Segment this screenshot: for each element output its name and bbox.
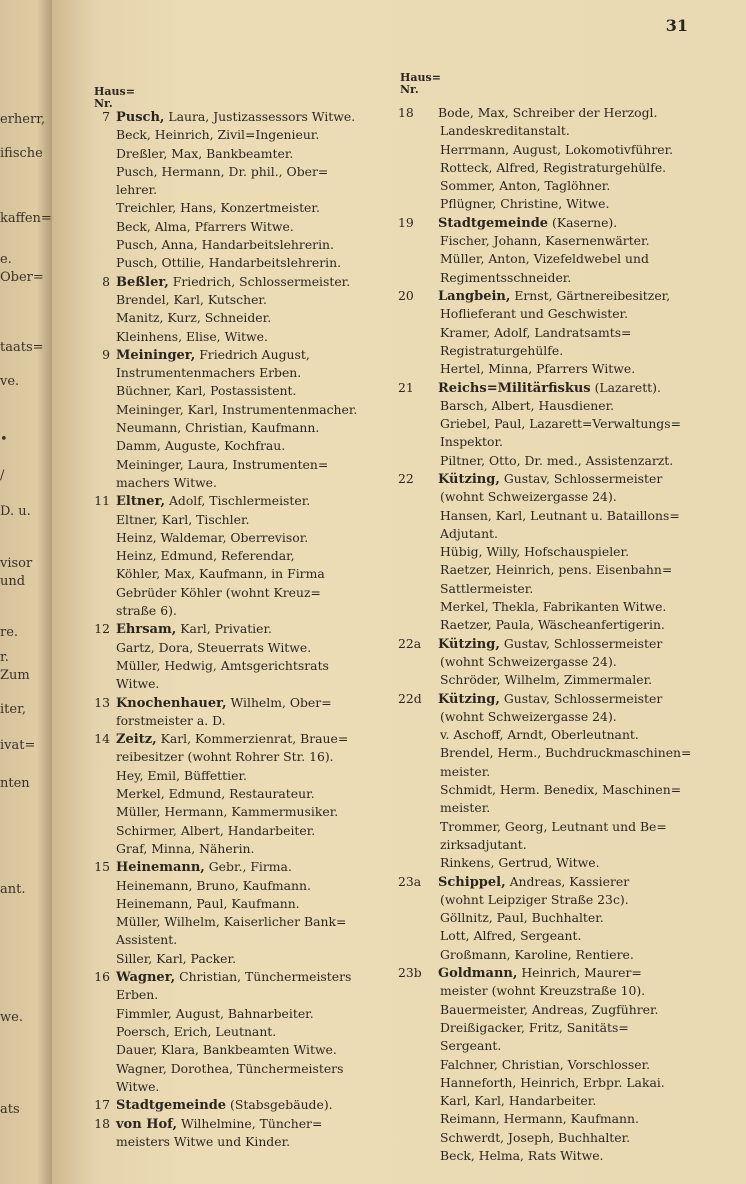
resident-line: Gartz, Dora, Steuerrats Witwe.: [116, 639, 312, 655]
owner-name: Wagner,: [116, 970, 176, 986]
entry-text: Wilhelm, Ober=: [230, 694, 332, 710]
house-entry: [398, 635, 740, 690]
house-entry: [86, 273, 396, 346]
resident-line: meister.: [440, 800, 491, 816]
previous-page-edge: [0, 0, 52, 1184]
owner-name: Ehrsam,: [116, 622, 177, 638]
resident-line: Wagner, Dorothea, Tünchermeisters: [116, 1060, 344, 1076]
house-entry: [86, 730, 396, 858]
resident-line: (wohnt Schweizergasse 24).: [440, 708, 617, 724]
resident-line: Merkel, Thekla, Fabrikanten Witwe.: [440, 599, 667, 615]
house-entry: [398, 470, 740, 635]
house-number: 14: [94, 731, 110, 747]
resident-line: meister.: [440, 763, 491, 779]
header-line: Nr.: [400, 83, 419, 96]
resident-line: Schwerdt, Joseph, Buchhalter.: [440, 1129, 631, 1145]
entry-text: Bode, Max, Schreiber der Herzogl.: [438, 105, 658, 120]
owner-name: Stadtgemeinde: [438, 215, 549, 231]
entry-text: Christian, Tünchermeisters: [179, 969, 352, 985]
house-number: 11: [94, 493, 110, 509]
directory-page: [52, 0, 746, 1184]
resident-line: Pusch, Hermann, Dr. phil., Ober=: [116, 163, 329, 179]
house-number-header: [400, 72, 441, 96]
entry-text: Laura, Justizassessors Witwe.: [168, 109, 356, 124]
house-number: 22: [398, 471, 414, 486]
prev-fragment: kaffen=: [0, 211, 52, 226]
resident-line: Schirmer, Albert, Handarbeiter.: [116, 822, 316, 838]
resident-line: (wohnt Schweizergasse 24).: [440, 653, 617, 669]
house-number: 22d: [398, 690, 422, 706]
owner-name: Beßler,: [116, 274, 169, 290]
entry-first-line: [398, 635, 740, 653]
resident-line: Sergeant.: [440, 1038, 502, 1054]
resident-line: Herrmann, August, Lokomotivführer.: [440, 141, 674, 157]
house-entry: [398, 104, 740, 214]
house-number: 7: [102, 109, 110, 124]
prev-fragment: /: [0, 468, 5, 483]
house-entry: [398, 287, 740, 378]
house-number: 13: [94, 694, 110, 710]
house-entry: [86, 1115, 396, 1152]
house-entry: [86, 492, 396, 620]
prev-fragment: taats=: [0, 340, 44, 355]
house-number: 20: [398, 288, 414, 303]
entry-first-line: [398, 214, 740, 232]
resident-line: Siller, Karl, Packer.: [116, 950, 237, 966]
prev-fragment: D. u.: [0, 504, 31, 519]
entry-text: Andreas, Kassierer: [509, 873, 630, 889]
resident-line: Göllnitz, Paul, Buchhalter.: [440, 910, 604, 926]
resident-line: Eltner, Karl, Tischler.: [116, 511, 250, 527]
house-number: 18: [94, 1115, 110, 1131]
resident-line: Fimmler, August, Bahnarbeiter.: [116, 1005, 314, 1021]
resident-line: Trommer, Georg, Leutnant und Be=: [440, 818, 667, 834]
prev-fragment: ant.: [0, 882, 26, 897]
owner-name: von Hof,: [116, 1116, 177, 1132]
prev-fragment: re.: [0, 625, 19, 640]
owner-name: Knochenhauer,: [116, 695, 227, 711]
entry-first-line: [86, 730, 396, 748]
entry-text: Adolf, Tischlermeister.: [168, 493, 311, 509]
entry-first-line: [398, 104, 740, 122]
prev-fragment: erherr,: [0, 112, 46, 127]
house-entry: [86, 968, 396, 1096]
resident-line: Merkel, Edmund, Restaurateur.: [116, 786, 315, 802]
house-entry: [398, 964, 740, 1165]
resident-line: (wohnt Schweizergasse 24).: [440, 489, 617, 505]
owner-name: Eltner,: [116, 494, 166, 510]
owner-name: Meininger,: [116, 347, 196, 363]
resident-line: Kramer, Adolf, Landratsamts=: [440, 324, 632, 340]
house-entry: [86, 108, 396, 273]
prev-fragment: e.: [0, 252, 12, 267]
resident-line: straße 6).: [116, 603, 177, 619]
entry-text: Gebr., Firma.: [208, 859, 292, 875]
prev-fragment: Ober=: [0, 270, 44, 285]
resident-line: Treichler, Hans, Konzertmeister.: [116, 200, 320, 216]
resident-line: Reimann, Hermann, Kaufmann.: [440, 1111, 639, 1127]
resident-line: v. Aschoff, Arndt, Oberleutnant.: [440, 727, 639, 743]
resident-line: Meininger, Karl, Instrumentenmacher.: [116, 401, 358, 417]
entry-first-line: [86, 620, 396, 638]
entry-text: Karl, Privatier.: [180, 621, 272, 637]
entry-text: Friedrich August,: [199, 346, 310, 362]
resident-line: Bauermeister, Andreas, Zugführer.: [440, 1001, 659, 1017]
resident-line: Registraturgehülfe.: [440, 342, 564, 358]
resident-line: Fischer, Johann, Kasernenwärter.: [440, 233, 650, 249]
resident-line: Hansen, Karl, Leutnant u. Bataillons=: [440, 507, 680, 523]
resident-line: Raetzer, Paula, Wäscheanfertigerin.: [440, 617, 665, 633]
resident-line: Griebel, Paul, Lazarett=Verwaltungs=: [440, 416, 681, 432]
house-number: 23b: [398, 965, 422, 981]
prev-fragment: und: [0, 574, 26, 589]
resident-line: Dreißigacker, Fritz, Sanitäts=: [440, 1019, 629, 1035]
house-entry: [86, 620, 396, 693]
entry-text: (Stabsgebäude).: [230, 1097, 333, 1113]
prev-fragment: ivat=: [0, 738, 36, 753]
resident-line: meisters Witwe und Kinder.: [116, 1133, 291, 1149]
resident-line: Instrumentenmachers Erben.: [116, 365, 302, 381]
entry-first-line: [86, 108, 396, 126]
house-entry: [398, 873, 740, 964]
resident-line: Adjutant.: [440, 525, 498, 541]
owner-name: Heinemann,: [116, 860, 205, 876]
resident-line: Büchner, Karl, Postassistent.: [116, 383, 297, 399]
entry-text: Karl, Kommerzienrat, Braue=: [160, 731, 349, 747]
entry-first-line: [86, 858, 396, 876]
entry-text: Gustav, Schlossermeister: [503, 471, 663, 486]
resident-line: Brendel, Karl, Kutscher.: [116, 291, 267, 307]
header-line: Haus=: [400, 71, 441, 84]
resident-line: Inspektor.: [440, 434, 503, 450]
resident-line: Pflügner, Christine, Witwe.: [440, 196, 610, 212]
resident-line: Gebrüder Köhler (wohnt Kreuz=: [116, 584, 321, 600]
owner-name: Kützing,: [438, 472, 500, 487]
house-entry: [398, 379, 740, 470]
resident-line: Poersch, Erich, Leutnant.: [116, 1023, 277, 1039]
prev-fragment: •: [0, 432, 8, 447]
resident-line: Beck, Alma, Pfarrers Witwe.: [116, 218, 294, 234]
resident-line: Assistent.: [116, 932, 178, 948]
resident-line: Meininger, Laura, Instrumenten=: [116, 456, 329, 472]
resident-line: machers Witwe.: [116, 474, 217, 490]
resident-line: Rinkens, Gertrud, Witwe.: [440, 855, 600, 871]
resident-line: Pusch, Ottilie, Handarbeitslehrerin.: [116, 255, 342, 271]
entry-first-line: [86, 694, 396, 712]
entry-first-line: [86, 1115, 396, 1133]
resident-line: reibesitzer (wohnt Rohrer Str. 16).: [116, 749, 334, 765]
house-number: 17: [94, 1097, 110, 1113]
house-entry: [86, 346, 396, 492]
house-number: 8: [102, 273, 110, 289]
resident-line: Müller, Anton, Vizefeldwebel und: [440, 251, 649, 267]
resident-line: Hey, Emil, Büffettier.: [116, 767, 247, 783]
house-number: 12: [94, 621, 110, 637]
resident-line: Hertel, Minna, Pfarrers Witwe.: [440, 361, 636, 377]
page-number: 31: [665, 16, 688, 35]
resident-line: Sattlermeister.: [440, 580, 534, 596]
entry-first-line: [398, 964, 740, 982]
resident-line: Regimentsschneider.: [440, 269, 572, 285]
resident-line: Falchner, Christian, Vorschlosser.: [440, 1056, 651, 1072]
entry-text: (Lazarett).: [594, 379, 661, 395]
entry-first-line: [398, 379, 740, 397]
resident-line: Hoflieferant und Geschwister.: [440, 306, 629, 322]
house-entry: [86, 1096, 396, 1114]
resident-line: Erben.: [116, 987, 159, 1003]
owner-name: Kützing,: [438, 691, 500, 707]
house-number: 21: [398, 379, 414, 395]
prev-fragment: nten: [0, 776, 30, 791]
owner-name: Zeitz,: [116, 732, 157, 748]
house-number: 9: [102, 346, 110, 362]
house-entry: [86, 858, 396, 968]
resident-line: Kleinhens, Elise, Witwe.: [116, 328, 268, 344]
resident-line: Damm, Auguste, Kochfrau.: [116, 438, 286, 454]
owner-name: Pusch,: [116, 110, 165, 125]
resident-line: Rotteck, Alfred, Registraturgehülfe.: [440, 159, 667, 175]
owner-name: Goldmann,: [438, 966, 518, 982]
prev-fragment: ats: [0, 1102, 20, 1117]
entry-first-line: [86, 968, 396, 986]
resident-line: Heinz, Waldemar, Oberrevisor.: [116, 529, 309, 545]
entry-first-line: [86, 492, 396, 510]
prev-fragment: iter,: [0, 702, 26, 717]
owner-name: Reichs=Militärfiskus: [438, 380, 591, 396]
prev-fragment: Zum: [0, 668, 30, 683]
entry-first-line: [86, 1096, 396, 1114]
resident-line: Pusch, Anna, Handarbeitslehrerin.: [116, 237, 334, 253]
header-line: Haus=: [94, 85, 135, 98]
owner-name: Stadtgemeinde: [116, 1098, 227, 1114]
prev-fragment: ifische: [0, 146, 43, 161]
entry-text: Friedrich, Schlossermeister.: [172, 273, 351, 289]
entry-text: (Kaserne).: [552, 214, 618, 230]
resident-line: Witwe.: [116, 676, 160, 692]
resident-line: Schmidt, Herm. Benedix, Maschinen=: [440, 782, 682, 798]
owner-name: Langbein,: [438, 289, 511, 304]
resident-line: Heinemann, Paul, Kaufmann.: [116, 895, 300, 911]
prev-fragment: ve.: [0, 374, 20, 389]
entry-text: Ernst, Gärtnereibesitzer,: [514, 288, 671, 303]
resident-line: Beck, Heinrich, Zivil=Ingenieur.: [116, 127, 320, 143]
resident-line: Dreßler, Max, Bankbeamter.: [116, 145, 294, 161]
resident-line: Barsch, Albert, Hausdiener.: [440, 397, 615, 413]
resident-line: Schröder, Wilhelm, Zimmermaler.: [440, 672, 653, 688]
resident-line: Raetzer, Heinrich, pens. Eisenbahn=: [440, 562, 673, 578]
entry-text: Heinrich, Maurer=: [521, 965, 642, 981]
resident-line: Heinemann, Bruno, Kaufmann.: [116, 877, 311, 893]
header-line: Nr.: [94, 97, 113, 110]
resident-line: Graf, Minna, Näherin.: [116, 840, 255, 856]
house-entry: [398, 690, 740, 873]
house-number: 16: [94, 969, 110, 985]
prev-fragment: r.: [0, 650, 9, 665]
resident-line: Hübig, Willy, Hofschauspieler.: [440, 544, 630, 560]
resident-line: Müller, Wilhelm, Kaiserlicher Bank=: [116, 914, 347, 930]
house-number: 15: [94, 859, 110, 875]
resident-line: meister (wohnt Kreuzstraße 10).: [440, 983, 646, 999]
resident-line: Piltner, Otto, Dr. med., Assistenzarzt.: [440, 452, 674, 468]
house-entry: [86, 694, 396, 731]
resident-line: Witwe.: [116, 1078, 160, 1094]
house-number: 19: [398, 214, 414, 230]
entry-first-line: [398, 470, 740, 488]
resident-line: Landeskreditanstalt.: [440, 123, 570, 139]
resident-line: Hanneforth, Heinrich, Erbpr. Lakai.: [440, 1074, 665, 1090]
owner-name: Kützing,: [438, 636, 500, 652]
resident-line: Beck, Helma, Rats Witwe.: [440, 1148, 604, 1164]
resident-line: forstmeister a. D.: [116, 712, 226, 728]
resident-line: Lott, Alfred, Sergeant.: [440, 928, 582, 944]
resident-line: Sommer, Anton, Taglöhner.: [440, 178, 611, 194]
entry-first-line: [398, 873, 740, 891]
entry-first-line: [86, 346, 396, 364]
resident-line: Neumann, Christian, Kaufmann.: [116, 420, 320, 436]
resident-line: Dauer, Klara, Bankbeamten Witwe.: [116, 1042, 337, 1058]
resident-line: lehrer.: [116, 182, 158, 198]
resident-line: Karl, Karl, Handarbeiter.: [440, 1093, 597, 1109]
entry-first-line: [398, 287, 740, 305]
resident-line: Müller, Hedwig, Amtsgerichtsrats: [116, 657, 329, 673]
house-number: 23a: [398, 873, 422, 889]
resident-line: (wohnt Leipziger Straße 23c).: [440, 891, 629, 907]
house-number: 22a: [398, 635, 422, 651]
prev-fragment: we.: [0, 1010, 23, 1025]
resident-line: Köhler, Max, Kaufmann, in Firma: [116, 566, 325, 582]
entry-text: Gustav, Schlossermeister: [503, 635, 663, 651]
entry-first-line: [398, 690, 740, 708]
resident-line: Großmann, Karoline, Rentiere.: [440, 946, 634, 962]
resident-line: Brendel, Herm., Buchdruckmaschinen=: [440, 745, 692, 761]
house-number-header: [94, 86, 135, 110]
owner-name: Schippel,: [438, 874, 506, 890]
resident-line: Manitz, Kurz, Schneider.: [116, 310, 272, 326]
entry-text: Wilhelmine, Tüncher=: [180, 1115, 323, 1131]
house-entry: [398, 214, 740, 287]
entry-first-line: [86, 273, 396, 291]
resident-line: Müller, Hermann, Kammermusiker.: [116, 804, 339, 820]
resident-line: zirksadjutant.: [440, 836, 527, 852]
resident-line: Heinz, Edmund, Referendar,: [116, 548, 295, 564]
prev-fragment: visor: [0, 556, 33, 571]
entry-text: Gustav, Schlossermeister: [503, 690, 663, 706]
house-number: 18: [398, 105, 414, 120]
